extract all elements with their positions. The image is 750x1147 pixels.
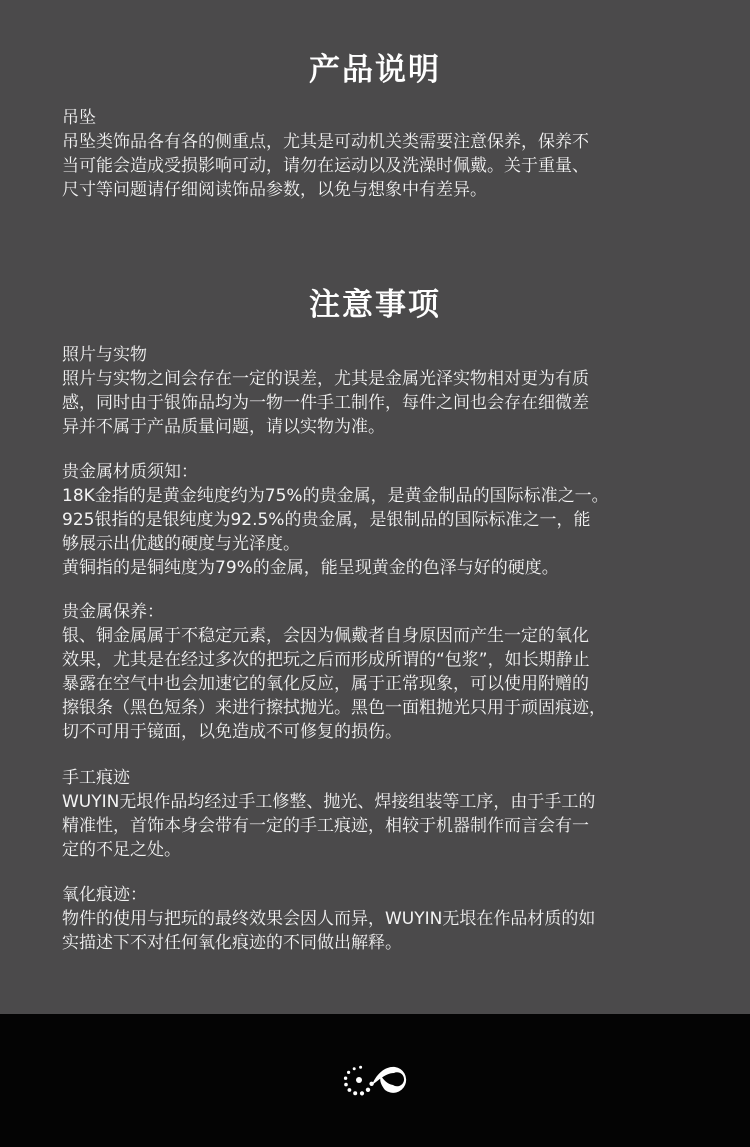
block-heading: 贵金属保养：: [62, 602, 164, 622]
handcraft-marks-block: [62, 766, 692, 862]
paragraph-line: 定的不足之处。: [62, 840, 181, 860]
oxidation-marks-block: [62, 883, 692, 955]
paragraph-line: 物件的使用与把玩的最终效果会因人而异，WUYIN无垠在作品材质的如: [62, 909, 596, 929]
paragraph-line: 银、铜金属属于不稳定元素，会因为佩戴者自身原因而产生一定的氧化: [62, 626, 589, 646]
pendant-description-block: [62, 106, 692, 202]
photo-vs-product-block: [62, 343, 692, 439]
paragraph-line: 异并不属于产品质量问题，请以实物为准。: [62, 417, 385, 437]
block-heading: 氧化痕迹：: [62, 885, 147, 905]
precious-metal-info-block: [62, 460, 692, 580]
paragraph-line: 擦银条（黑色短条）来进行擦拭抛光。黑色一面粗抛光只用于顽固痕迹，: [62, 698, 606, 718]
section-title-notes: 注意事项: [309, 287, 441, 323]
paragraph-line: 实描述下不对任何氧化痕迹的不同做出解释。: [62, 933, 402, 953]
precious-metal-care-block: [62, 600, 692, 744]
block-heading: 吊坠: [62, 108, 96, 128]
paragraph-line: 感，同时由于银饰品均为一物一件手工制作，每件之间也会存在细微差: [62, 393, 589, 413]
paragraph-line: 精准性，首饰本身会带有一定的手工痕迹，相较于机器制作而言会有一: [62, 816, 589, 836]
paragraph-line: 照片与实物之间会存在一定的误差，尤其是金属光泽实物相对更为有质: [62, 369, 589, 389]
block-heading: 手工痕迹: [62, 768, 130, 788]
block-heading: 照片与实物: [62, 345, 147, 365]
dotted-ring-logo-icon: [341, 1062, 413, 1098]
paragraph-line: 尺寸等问题请仔细阅读饰品参数，以免与想象中有差异。: [62, 180, 487, 200]
paragraph-line: 暴露在空气中也会加速它的氧化反应，属于正常现象，可以使用附赠的: [62, 674, 589, 694]
paragraph-line: 黄铜指的是铜纯度为79%的金属，能呈现黄金的色泽与好的硬度。: [62, 558, 559, 578]
paragraph-line: 18K金指的是黄金纯度约为75%的贵金属，是黄金制品的国际标准之一。: [62, 486, 609, 506]
block-heading: 贵金属材质须知：: [62, 462, 198, 482]
section-title-product-description: 产品说明: [309, 52, 441, 88]
paragraph-line: 够展示出优越的硬度与光泽度。: [62, 534, 300, 554]
paragraph-line: 当可能会造成受损影响可动，请勿在运动以及洗澡时佩戴。关于重量、: [62, 156, 589, 176]
paragraph-line: 切不可用于镜面，以免造成不可修复的损伤。: [62, 722, 402, 742]
paragraph-line: 925银指的是银纯度为92.5%的贵金属，是银制品的国际标准之一，能: [62, 510, 591, 530]
paragraph-line: 效果，尤其是在经过多次的把玩之后而形成所谓的“包浆”，如长期静止: [62, 650, 590, 670]
paragraph-line: 吊坠类饰品各有各的侧重点，尤其是可动机关类需要注意保养，保养不: [62, 132, 589, 152]
paragraph-line: WUYIN无垠作品均经过手工修整、抛光、焊接组装等工序，由于手工的: [62, 792, 596, 812]
